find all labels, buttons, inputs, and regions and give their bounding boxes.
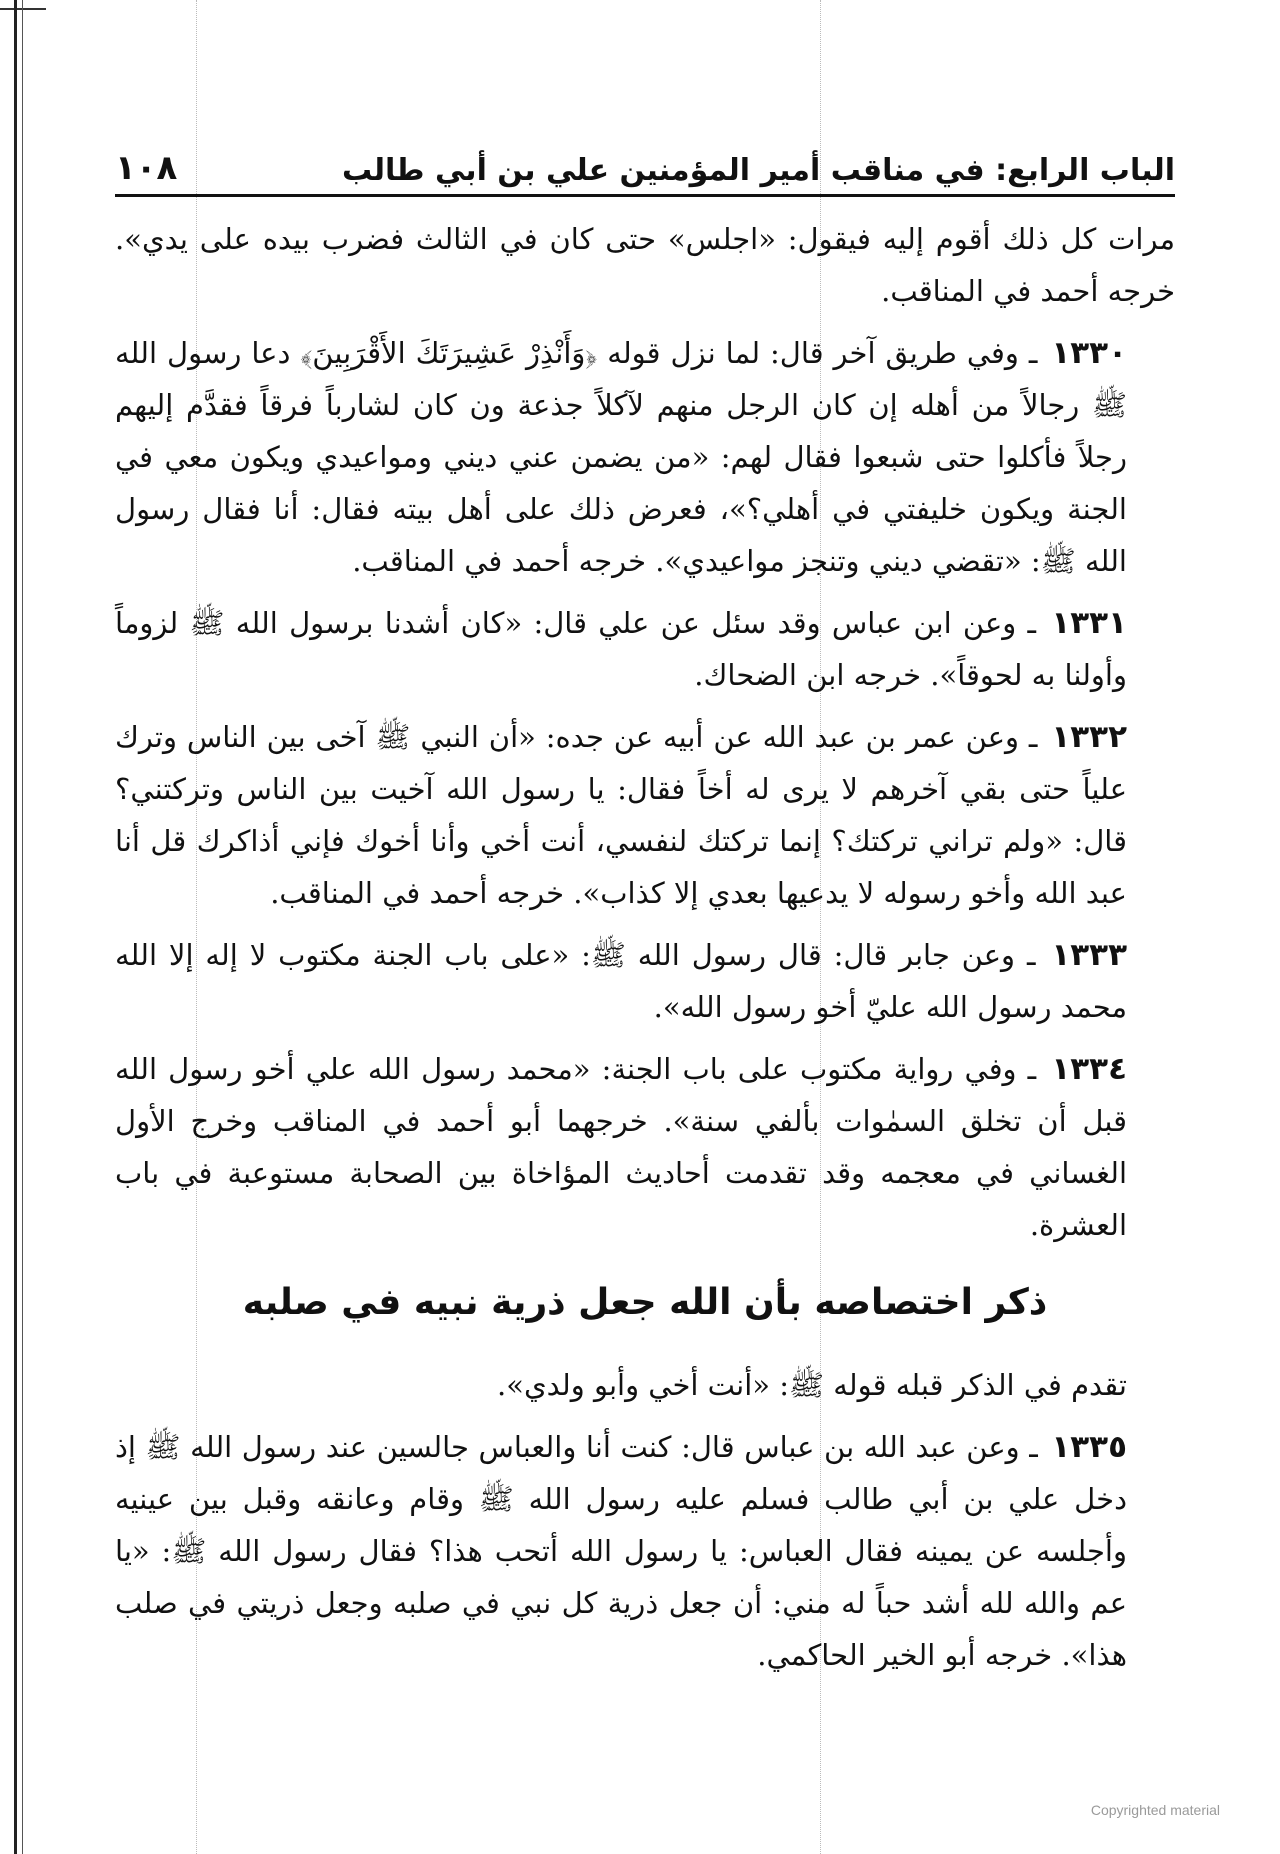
hadith-number: ١٣٣١ <box>1051 605 1127 641</box>
running-header <box>115 140 1175 197</box>
paragraph-text: ـ وعن جابر قال: قال رسول الله ﷺ: «على باب الجنة مكتوب لا إله إلا الله محمد رسول الله عليّ أخو رسول الله». <box>115 938 1127 1024</box>
paragraph-text: تقدم في الذكر قبله قوله ﷺ: «أنت أخي وأبو ولدي». <box>497 1368 1127 1402</box>
paragraph-text: ـ وعن ابن عباس وقد سئل عن علي قال: «كان أشدنا برسول الله ﷺ لزوماً وأولنا به لحوقاً». خرجه ابن الضحاك. <box>115 606 1127 692</box>
hadith-number: ١٣٣٥ <box>1051 1429 1128 1465</box>
hadith-number: ١٣٣٢ <box>1051 719 1127 755</box>
book-page <box>115 140 1175 1691</box>
hadith-number: ١٣٣٠ <box>1051 335 1128 371</box>
paragraph-text: ـ وفي طريق آخر قال: لما نزل قوله ﴿وَأَنْذِرْ عَشِيرَتَكَ الأَقْرَبِينَ﴾ دعا رسول الله ﷺ رجالاً من أهله إن كان الرجل منهم لآكلاً جذعة ون كان لشارباً فرقاً فقدَّم إليهم رجلاً فأكلوا حتى شبعوا فقال لهم: «من يضمن عني ديني ومواعيدي ويكون معي في الجنة ويكون خليفتي في أهلي؟»، فعرض ذلك على أهل بيته فقال: أنا فقال رسول الله ﷺ: «تقضي ديني وتنجز مواعيدي». خرجه أحمد في المناقب. <box>115 336 1127 578</box>
hadith-number: ١٣٣٣ <box>1051 937 1127 973</box>
copyright-notice: Copyrighted material <box>1090 1802 1220 1818</box>
hadith-1331 <box>115 597 1175 701</box>
page-edge-rule-inner <box>22 0 23 1854</box>
paragraph-intro <box>115 1359 1175 1411</box>
paragraph-text: ـ وعن عبد الله بن عباس قال: كنت أنا والعباس جالسين عند رسول الله ﷺ إذ دخل علي بن أبي طالب فسلم عليه رسول الله ﷺ وقام وعانقه وقبل بين عينيه وأجلسه عن يمينه فقال العباس: يا رسول الله أتحب هذا؟ فقال رسول الله ﷺ: «يا عم والله لله أشد حباً له مني: أن جعل ذرية كل نبي في صلبه وجعل ذريتي في صلب هذا». خرجه أبو الخير الحاكمي. <box>115 1430 1127 1672</box>
page-body <box>115 213 1175 1681</box>
paragraph-text: مرات كل ذلك أقوم إليه فيقول: «اجلس» حتى كان في الثالث فضرب بيده على يدي». خرجه أحمد في المناقب. <box>115 222 1175 308</box>
hadith-1332 <box>115 711 1175 919</box>
chapter-title: الباب الرابع: في مناقب أمير المؤمنين علي بن أبي طالب <box>341 153 1175 188</box>
page-edge-rule <box>14 0 17 1854</box>
hadith-number: ١٣٣٤ <box>1051 1051 1127 1087</box>
paragraph-continuation <box>115 213 1175 317</box>
page-number: ١٠٨ <box>115 148 178 188</box>
section-heading: ذكر اختصاصه بأن الله جعل ذرية نبيه في صلبه <box>242 1282 1048 1323</box>
paragraph-text: ـ وفي رواية مكتوب على باب الجنة: «محمد رسول الله علي أخو رسول الله قبل أن تخلق السمٰوات بألفي سنة». خرجهما أبو أحمد في المناقب وخرج الأول الغساني في معجمه وقد تقدمت أحاديث المؤاخاة بين الصحابة مستوعبة في باب العشرة. <box>115 1052 1127 1242</box>
paragraph-text: ـ وعن عمر بن عبد الله عن أبيه عن جده: «أن النبي ﷺ آخى بين الناس وترك علياً حتى بقي آخرهم لا يرى له أخاً فقال: يا رسول الله آخيت بين الناس وتركتني؟ قال: «ولم تراني تركتك؟ إنما تركتك لنفسي، أنت أخي وأنا أخوك فإني أذاكرك قل أنا عبد الله وأخو رسوله لا يدعيها بعدي إلا كذاب». خرجه أحمد في المناقب. <box>115 720 1127 910</box>
hadith-1335 <box>115 1421 1175 1681</box>
hadith-1333 <box>115 929 1175 1033</box>
hadith-1330 <box>115 327 1175 587</box>
scan-corner-mark <box>0 8 46 10</box>
hadith-1334 <box>115 1043 1175 1251</box>
